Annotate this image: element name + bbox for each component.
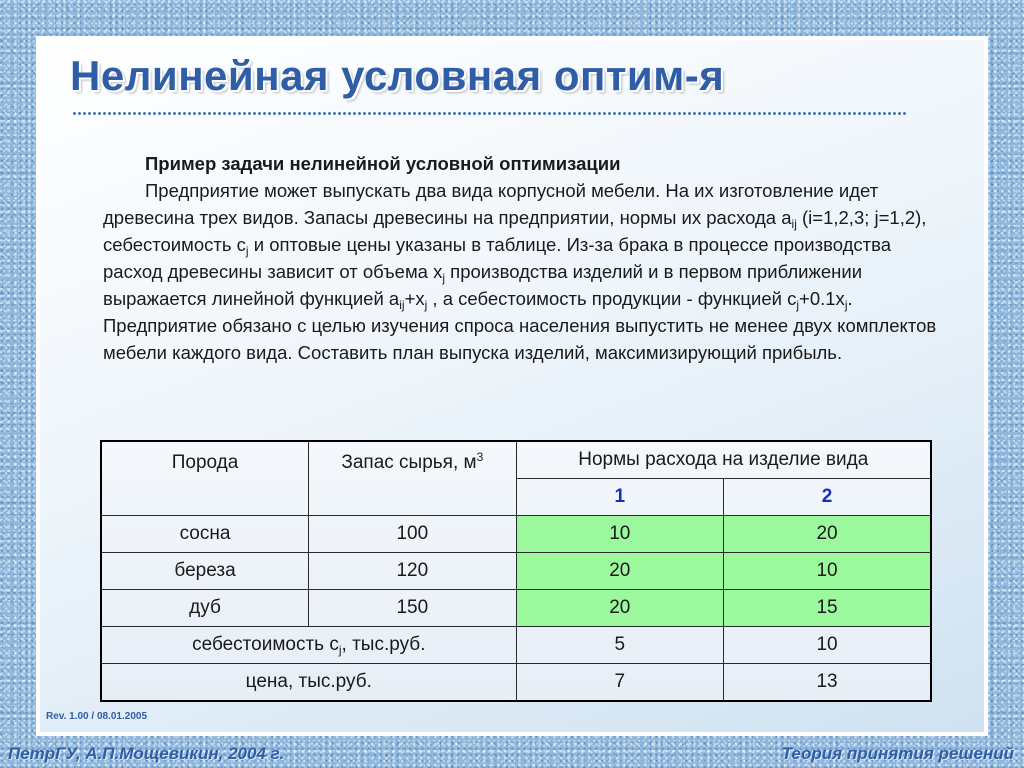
para-text: . Предприятие обязано с целью изучения спроса населения выпустить не менее двух комплектов мебели каждого вида. Составить план выпуска изделий, максимизирующий прибыль. (103, 288, 937, 363)
price-label: цена, тыс.руб. (101, 664, 516, 702)
header-norms: Нормы расхода на изделие вида (516, 441, 931, 479)
footer-author: ПетрГУ, А.П.Мощевикин, 2004 г. (8, 744, 285, 763)
cell-stock: 150 (309, 590, 517, 627)
table-row-cost (101, 627, 931, 664)
header-stock-label: Запас сырья, м (341, 452, 477, 473)
para-subscript: ij (399, 298, 405, 312)
para-text: и оптовые цены указаны в таблице. Из-за брака в процессе производства расход древесины зависит от объема x (103, 234, 892, 282)
cell-norm-1: 20 (516, 553, 723, 590)
para-text: +0.1x (799, 288, 845, 309)
para-text: Предприятие может выпускать два вида корпусной мебели. На их изготовление идет древесина трех видов. Запасы древесины на предприятии, нормы их расхода a (103, 180, 879, 228)
table-row (101, 590, 931, 627)
footer-course: Теория принятия решений (781, 744, 1014, 763)
cell-norm-1: 10 (516, 516, 723, 553)
header-product-1: 1 (516, 479, 723, 516)
problem-paragraph (103, 177, 943, 366)
revision-label: Rev. 1.00 / 08.01.2005 (46, 711, 148, 722)
cost-value-1: 5 (516, 627, 723, 664)
cost-label-text: себестоимость c (192, 634, 339, 655)
cell-breed: сосна (101, 516, 309, 553)
cell-stock: 100 (309, 516, 517, 553)
cell-norm-1: 20 (516, 590, 723, 627)
para-text: +x (404, 288, 425, 309)
price-value-1: 7 (516, 664, 723, 702)
problem-heading: Пример задачи нелинейной условной оптимизации (145, 153, 621, 174)
table-row (101, 553, 931, 590)
table-row (101, 516, 931, 553)
cell-norm-2: 10 (724, 553, 931, 590)
para-subscript: j (844, 298, 848, 312)
para-subscript: j (796, 298, 800, 312)
header-breed: Порода (101, 441, 309, 516)
para-text: , а себестоимость продукции - функцией c (427, 288, 797, 309)
slide-title: Нелинейная условная оптим-я (70, 52, 725, 99)
para-text: производства изделий и в первом приближении выражается линейной функцией a (103, 261, 863, 309)
cell-breed: береза (101, 553, 309, 590)
cell-stock: 120 (309, 553, 517, 590)
cost-value-2: 10 (724, 627, 931, 664)
cost-label-unit: , тыс.руб. (341, 634, 426, 655)
cell-norm-2: 20 (724, 516, 931, 553)
cost-label-sub: j (338, 643, 342, 657)
table-header-row (101, 441, 931, 479)
header-stock (309, 441, 517, 516)
para-subscript: j (424, 298, 428, 312)
title-divider (72, 111, 906, 116)
para-subscript: j (442, 271, 446, 285)
cell-breed: дуб (101, 590, 309, 627)
problem-text (103, 150, 943, 366)
para-subscript: j (245, 244, 249, 258)
para-text: (i=1,2,3; j=1,2), себестоимость c (103, 207, 927, 255)
header-product-2: 2 (724, 479, 931, 516)
price-value-2: 13 (724, 664, 931, 702)
wood-data-table (100, 440, 932, 702)
table-row-price (101, 664, 931, 702)
cost-label (101, 627, 516, 664)
para-subscript: ij (791, 217, 797, 231)
cell-norm-2: 15 (724, 590, 931, 627)
header-stock-sup: 3 (476, 450, 484, 464)
